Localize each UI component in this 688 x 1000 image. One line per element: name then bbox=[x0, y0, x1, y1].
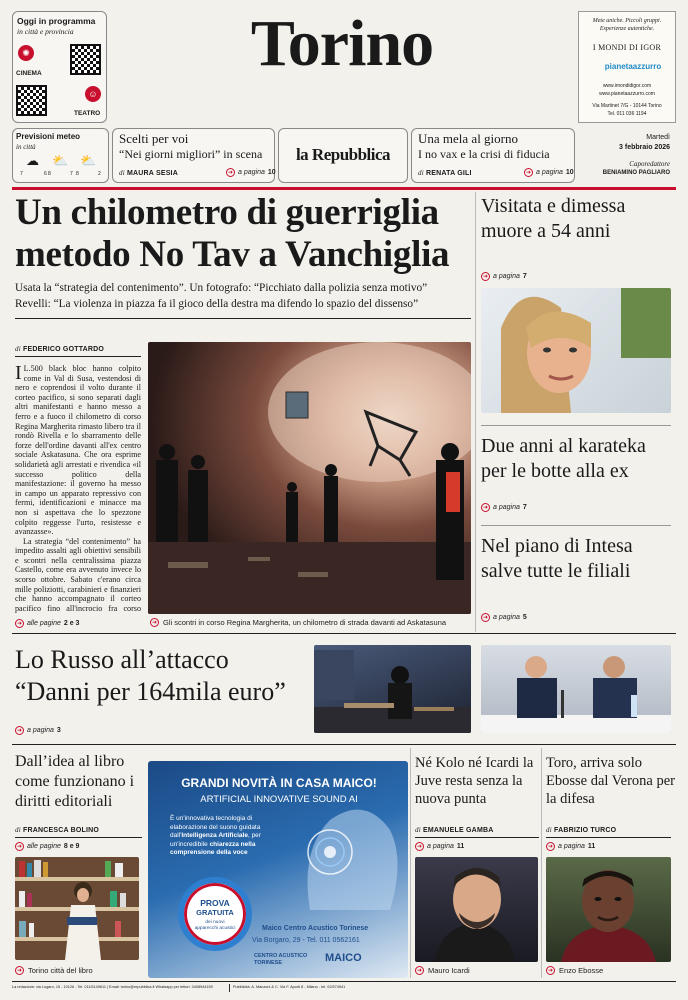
strip-mela-pagina[interactable]: ➜ a pagina 10 bbox=[525, 169, 574, 176]
masthead-title: Torino bbox=[250, 7, 434, 80]
strip-scelti-title[interactable]: “Nei giorni migliori” in scena bbox=[119, 147, 263, 161]
ad-maico-center: Maico Centro Acustico Torinese bbox=[262, 925, 369, 932]
footer-pubblicita: Pubblicità: A. Manzoni & C. Via F. Aporti 8 - Milano - tel. 02/574941 bbox=[233, 985, 346, 989]
date-day: Martedì bbox=[646, 134, 670, 141]
caporedattore-label: Caporedattore bbox=[629, 160, 670, 168]
arrow-right-icon: ➜ bbox=[151, 620, 158, 626]
side-2-headline[interactable]: Due anni al karateka per le botte alla ex bbox=[481, 435, 646, 482]
libro-photo bbox=[15, 857, 139, 960]
lead-body bbox=[15, 364, 141, 614]
ad-url-1[interactable]: www.imondidigor.com bbox=[602, 83, 652, 89]
divider bbox=[410, 748, 411, 978]
lead-photo bbox=[148, 342, 471, 614]
weather-icon: ⛅ bbox=[52, 153, 69, 168]
meteo-temp: 2 bbox=[98, 171, 101, 177]
divider bbox=[475, 192, 476, 632]
arrow-right-icon: ➜ bbox=[525, 170, 532, 176]
date-full: 3 febbraio 2026 bbox=[619, 144, 670, 151]
strip-mela-kicker: Una mela al giorno bbox=[418, 131, 518, 146]
strip-scelti-kicker: Scelti per voi bbox=[119, 131, 189, 146]
divider bbox=[15, 837, 142, 838]
arrow-right-icon: ➜ bbox=[227, 170, 234, 176]
meteo-temp: 8 bbox=[76, 171, 79, 177]
player-ebosse-illustration bbox=[546, 857, 671, 962]
arrow-right-icon: ➜ bbox=[16, 728, 23, 734]
side-1-pagina[interactable]: ➜ a pagina 7 bbox=[482, 273, 527, 280]
qr-code-teatro[interactable] bbox=[16, 85, 47, 116]
libro-pagina[interactable]: ➜ alle pagine 8 e 9 bbox=[16, 843, 80, 850]
cinema-icon: ✺ bbox=[18, 45, 34, 61]
divider bbox=[229, 984, 230, 992]
qr-code-cinema[interactable] bbox=[70, 44, 101, 75]
teatro-icon: ☺ bbox=[85, 86, 101, 102]
divider bbox=[541, 748, 542, 978]
portrait-woman-illustration bbox=[481, 288, 671, 413]
russo-photo bbox=[314, 645, 471, 733]
drop-cap: I bbox=[15, 364, 22, 384]
ad-maico-badge-1: PROVA bbox=[200, 898, 230, 908]
ad-address: Via Martinet 7/G - 10144 Torino bbox=[592, 103, 662, 109]
arrow-right-icon: ➜ bbox=[16, 968, 23, 974]
toro-photo bbox=[546, 857, 671, 962]
divider bbox=[15, 356, 141, 357]
side-3-pagina[interactable]: ➜ a pagina 5 bbox=[482, 614, 527, 621]
ad-maico-address: Via Borgaro, 29 - Tel. 011 0562161 bbox=[252, 937, 360, 944]
ad-tagline-2: Esperienze autentiche. bbox=[599, 26, 655, 32]
lead-headline-line-2[interactable]: metodo No Tav a Vanchiglia bbox=[15, 234, 450, 275]
strip-scelti-byline: di MAURA SESIA bbox=[119, 169, 178, 177]
player-icardi-illustration bbox=[415, 857, 538, 962]
juve-caption: ➜ Mauro Icardi bbox=[416, 966, 470, 975]
arrow-right-icon: ➜ bbox=[482, 505, 489, 511]
libro-caption: ➜ Torino città del libro bbox=[16, 966, 93, 975]
ad-maico-badge-3: dei nuovi apparecchi acustici bbox=[194, 920, 236, 931]
divider bbox=[415, 837, 539, 838]
lead-headline-line-1[interactable]: Un chilometro di guerriglia bbox=[15, 192, 439, 233]
russo-headline[interactable] bbox=[15, 644, 315, 708]
ai-face-illustration bbox=[270, 790, 408, 910]
juve-headline[interactable]: Né Kolo né Icardi la Juve resta senza la nuova punta bbox=[415, 755, 534, 807]
lead-byline: di FEDERICO GOTTARDO bbox=[15, 345, 105, 353]
lead-headline[interactable] bbox=[15, 192, 470, 276]
divider bbox=[15, 318, 471, 319]
lead-photo-caption: ➜ Gli scontri in corso Regina Margherita, un chilometro di strada davanti ad Askatasuna bbox=[151, 618, 447, 627]
arrow-right-icon: ➜ bbox=[547, 968, 554, 974]
meteo-temp: 7 bbox=[20, 171, 23, 177]
toro-byline: di FABRIZIO TURCO bbox=[546, 826, 617, 834]
divider bbox=[12, 187, 676, 190]
weather-icon: ☁ bbox=[26, 153, 39, 168]
arrow-right-icon: ➜ bbox=[16, 621, 23, 627]
juve-byline: di EMANUELE GAMBA bbox=[415, 826, 494, 834]
lead-pagina[interactable]: ➜ alle pagine 2 e 3 bbox=[16, 620, 80, 627]
meteo-subheading: in città bbox=[16, 143, 36, 151]
ad-maico-title: GRANDI NOVITÀ IN CASA MAICO! bbox=[181, 776, 377, 790]
strip-scelti-pagina[interactable]: ➜ a pagina 10 bbox=[227, 169, 276, 176]
weather-icon: ⛅ bbox=[80, 153, 97, 168]
ad-maico-description: È un'innovativa tecnologia di elaborazione del suono guidata dall'Intelligenza Artificiale, per un'incredibile chiarezza nella comprensione della voce bbox=[170, 815, 261, 856]
ad-maico-logo-2: MAICO bbox=[325, 952, 362, 964]
divider bbox=[12, 981, 676, 982]
arrow-right-icon: ➜ bbox=[416, 844, 423, 850]
meteo-temp: 7 bbox=[70, 171, 73, 177]
arrow-right-icon: ➜ bbox=[16, 844, 23, 850]
promo-subheading: in città e provincia bbox=[17, 27, 74, 36]
arrow-right-icon: ➜ bbox=[482, 615, 489, 621]
divider bbox=[12, 633, 676, 634]
lead-body-text: L.500 black bloc hanno colpito come in Val di Susa, vestendosi di nero e coprendosi il volto durante il corteo pacifico, si sono separati dagli altri manifestanti e hanno messo a ferro e a fuoco il chilometro di corso Regina Margherita rimasto libero tra il rondò Rivella e lo sbarramento delle forze dell'ordine davanti all'ex centro sociale Askatasuna. Che ora esprime solidarietà agli arrestati e rivendica «il successo politico della manifestazione: il governo ha messo in campo un apparato repressivo con fermi, identificazioni e minacce ma non si aspettava che lo spezzone colpito reggesse l'urto, resistesse e avanzasse». bbox=[15, 364, 141, 537]
footer-redazione: La redazione: via Lugaro, 15 - 10126 - Tel. 011/5149611 | Email: torino@repubblica.it Whatsapp per lettori: 3408944159 bbox=[12, 985, 213, 989]
divider bbox=[546, 837, 671, 838]
juve-photo bbox=[415, 857, 538, 962]
arrow-right-icon: ➜ bbox=[547, 844, 554, 850]
riot-scene-illustration bbox=[148, 342, 471, 614]
lead-subheadline-1: Usata la “strategia del contenimento”. Un fotografo: “Picchiato dalla polizia senza motivo” bbox=[15, 282, 428, 294]
ad-brand-pianeta: pianetaazzurro bbox=[604, 62, 662, 71]
libro-headline[interactable]: Dall’idea al libro come funzionano i diritti editoriali bbox=[15, 753, 135, 810]
russo-headline-line-1[interactable]: Lo Russo all’attacco bbox=[15, 645, 229, 674]
russo-pagina[interactable]: ➜ a pagina 3 bbox=[16, 727, 61, 734]
ad-maico-logo-1: CENTRO ACUSTICO TORINESE bbox=[254, 953, 308, 966]
meteo-heading: Previsioni meteo bbox=[16, 132, 81, 141]
strip-mela-title[interactable]: I no vax e la crisi di fiducia bbox=[418, 147, 550, 161]
meteo-temp: 8 bbox=[48, 171, 51, 177]
meteo-temp: 6 bbox=[44, 171, 47, 177]
arrow-right-icon: ➜ bbox=[416, 968, 423, 974]
arrow-right-icon: ➜ bbox=[482, 274, 489, 280]
side-1-headline[interactable]: Visitata e dimessa muore a 54 anni bbox=[481, 195, 626, 242]
russo-headline-line-2[interactable]: “Danni per 164mila euro” bbox=[15, 677, 286, 706]
side-3-headline[interactable]: Nel piano di Intesa salve tutte le filiali bbox=[481, 535, 633, 582]
toro-caption: ➜ Enzo Ebosse bbox=[547, 966, 604, 975]
ad-maico-badge-2: GRATUITA bbox=[196, 908, 234, 917]
libro-byline: di FRANCESCA BOLINO bbox=[15, 826, 100, 834]
intesa-photo bbox=[481, 645, 671, 733]
newspaper-logo: la Repubblica bbox=[295, 145, 391, 164]
ad-tagline-1: Mete uniche. Piccoli gruppi. bbox=[592, 18, 662, 24]
press-conference-illustration bbox=[481, 645, 671, 733]
lead-body-text-2: La strategia “del contenimento” ha impedito assalti agli obiettivi sensibili e scontri nella centralissima piazza Castello, come era avvenuto invece lo scorso ottobre. Sabato c'erano circa mille poliziotti, carabinieri e finanzieri che hanno accompagnato il corteo pacifico fino all'incrocio fra corso bbox=[15, 536, 141, 613]
ad-maico-subtitle: ARTIFICIAL INNOVATIVE SOUND AI bbox=[200, 794, 358, 805]
lead-subheadline-2: Revelli: “La violenza in piazza fa il gioco della destra ma difendo lo spazio del dissenso” bbox=[15, 298, 419, 310]
promo-heading: Oggi in programma bbox=[17, 16, 96, 26]
divider bbox=[481, 525, 671, 526]
divider bbox=[12, 744, 676, 745]
riot-street-illustration bbox=[314, 645, 471, 733]
ad-brand-igor: I MONDI DI IGOR bbox=[592, 43, 662, 52]
side-2-pagina[interactable]: ➜ a pagina 7 bbox=[482, 504, 527, 511]
bookshelf-illustration bbox=[15, 857, 139, 960]
ad-url-2[interactable]: www.pianetaazzurro.com bbox=[599, 91, 655, 97]
juve-pagina[interactable]: ➜ a pagina 11 bbox=[416, 843, 465, 850]
side-1-photo bbox=[481, 288, 671, 413]
strip-mela-byline: di RENATA GILI bbox=[418, 169, 472, 177]
toro-pagina[interactable]: ➜ a pagina 11 bbox=[547, 843, 596, 850]
cinema-label: CINEMA bbox=[16, 70, 42, 77]
divider bbox=[481, 425, 671, 426]
caporedattore-name: BENIAMINO PAGLIARO bbox=[602, 170, 670, 176]
teatro-label: TEATRO bbox=[74, 110, 101, 117]
toro-headline[interactable]: Toro, arriva solo Ebosse dal Verona per la difesa bbox=[546, 755, 675, 807]
ad-maico-face bbox=[270, 790, 408, 910]
ad-phone: Tel. 011 036 1194 bbox=[607, 111, 647, 117]
